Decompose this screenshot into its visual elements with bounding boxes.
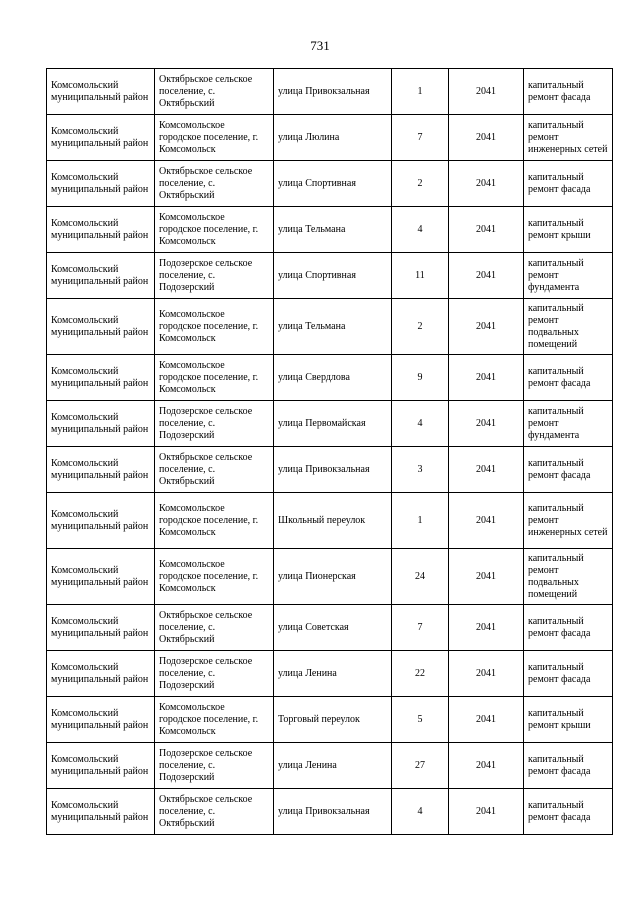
street-cell: улица Свердлова: [274, 355, 392, 401]
district-cell: Комсомольский муниципальный район: [47, 651, 155, 697]
repair-year-cell: 2041: [449, 743, 524, 789]
table-row: [47, 549, 613, 605]
settlement-cell: Комсомольское городское поселение, г. Комсомольск: [155, 549, 274, 605]
district-cell: Комсомольский муниципальный район: [47, 493, 155, 549]
repair-year-cell: 2041: [449, 253, 524, 299]
work-type-cell: капитальный ремонт фундамента: [524, 401, 613, 447]
repair-year-cell: 2041: [449, 549, 524, 605]
house-number-cell: 4: [392, 789, 449, 835]
street-cell: улица Ленина: [274, 651, 392, 697]
work-type-cell: капитальный ремонт фасада: [524, 651, 613, 697]
repair-schedule-table: [46, 68, 613, 835]
house-number-cell: 3: [392, 447, 449, 493]
district-cell: Комсомольский муниципальный район: [47, 253, 155, 299]
work-type-cell: капитальный ремонт инженерных сетей: [524, 493, 613, 549]
work-type-cell: капитальный ремонт фасада: [524, 161, 613, 207]
settlement-cell: Октябрьское сельское поселение, с. Октябрьский: [155, 447, 274, 493]
work-type-cell: капитальный ремонт фасада: [524, 355, 613, 401]
district-cell: Комсомольский муниципальный район: [47, 447, 155, 493]
house-number-cell: 1: [392, 493, 449, 549]
repair-year-cell: 2041: [449, 697, 524, 743]
table-row: [47, 651, 613, 697]
house-number-cell: 27: [392, 743, 449, 789]
table-row: [47, 605, 613, 651]
district-cell: Комсомольский муниципальный район: [47, 299, 155, 355]
repair-year-cell: 2041: [449, 299, 524, 355]
table-body: [47, 69, 613, 835]
street-cell: улица Тельмана: [274, 299, 392, 355]
settlement-cell: Комсомольское городское поселение, г. Комсомольск: [155, 493, 274, 549]
work-type-cell: капитальный ремонт фасада: [524, 69, 613, 115]
table-row: [47, 401, 613, 447]
house-number-cell: 2: [392, 161, 449, 207]
work-type-cell: капитальный ремонт подвальных помещений: [524, 549, 613, 605]
table-row: [47, 299, 613, 355]
house-number-cell: 9: [392, 355, 449, 401]
table-row: [47, 115, 613, 161]
work-type-cell: капитальный ремонт фасада: [524, 447, 613, 493]
repair-year-cell: 2041: [449, 115, 524, 161]
settlement-cell: Октябрьское сельское поселение, с. Октябрьский: [155, 789, 274, 835]
settlement-cell: Октябрьское сельское поселение, с. Октябрьский: [155, 605, 274, 651]
table-row: [47, 161, 613, 207]
house-number-cell: 7: [392, 605, 449, 651]
table-row: [47, 355, 613, 401]
street-cell: улица Пионерская: [274, 549, 392, 605]
settlement-cell: Подозерское сельское поселение, с. Подозерский: [155, 743, 274, 789]
street-cell: улица Спортивная: [274, 161, 392, 207]
settlement-cell: Комсомольское городское поселение, г. Комсомольск: [155, 697, 274, 743]
table-row: [47, 447, 613, 493]
repair-year-cell: 2041: [449, 447, 524, 493]
house-number-cell: 7: [392, 115, 449, 161]
table-row: [47, 743, 613, 789]
district-cell: Комсомольский муниципальный район: [47, 207, 155, 253]
repair-year-cell: 2041: [449, 605, 524, 651]
settlement-cell: Комсомольское городское поселение, г. Комсомольск: [155, 207, 274, 253]
street-cell: улица Тельмана: [274, 207, 392, 253]
work-type-cell: капитальный ремонт фасада: [524, 743, 613, 789]
page-number: 731: [310, 38, 330, 53]
work-type-cell: капитальный ремонт крыши: [524, 207, 613, 253]
street-cell: улица Спортивная: [274, 253, 392, 299]
work-type-cell: капитальный ремонт фасада: [524, 789, 613, 835]
street-cell: Школьный переулок: [274, 493, 392, 549]
repair-year-cell: 2041: [449, 651, 524, 697]
street-cell: улица Люлина: [274, 115, 392, 161]
settlement-cell: Комсомольское городское поселение, г. Комсомольск: [155, 299, 274, 355]
work-type-cell: капитальный ремонт фундамента: [524, 253, 613, 299]
district-cell: Комсомольский муниципальный район: [47, 401, 155, 447]
district-cell: Комсомольский муниципальный район: [47, 549, 155, 605]
district-cell: Комсомольский муниципальный район: [47, 161, 155, 207]
street-cell: улица Привокзальная: [274, 789, 392, 835]
repair-year-cell: 2041: [449, 69, 524, 115]
repair-year-cell: 2041: [449, 789, 524, 835]
street-cell: Торговый переулок: [274, 697, 392, 743]
house-number-cell: 24: [392, 549, 449, 605]
house-number-cell: 2: [392, 299, 449, 355]
district-cell: Комсомольский муниципальный район: [47, 789, 155, 835]
settlement-cell: Комсомольское городское поселение, г. Комсомольск: [155, 115, 274, 161]
settlement-cell: Подозерское сельское поселение, с. Подозерский: [155, 401, 274, 447]
table-row: [47, 697, 613, 743]
repair-year-cell: 2041: [449, 355, 524, 401]
district-cell: Комсомольский муниципальный район: [47, 605, 155, 651]
house-number-cell: 22: [392, 651, 449, 697]
settlement-cell: Октябрьское сельское поселение, с. Октябрьский: [155, 161, 274, 207]
district-cell: Комсомольский муниципальный район: [47, 697, 155, 743]
street-cell: улица Привокзальная: [274, 69, 392, 115]
settlement-cell: Подозерское сельское поселение, с. Подозерский: [155, 651, 274, 697]
work-type-cell: капитальный ремонт инженерных сетей: [524, 115, 613, 161]
settlement-cell: Комсомольское городское поселение, г. Комсомольск: [155, 355, 274, 401]
repair-year-cell: 2041: [449, 207, 524, 253]
repair-year-cell: 2041: [449, 161, 524, 207]
table-row: [47, 69, 613, 115]
district-cell: Комсомольский муниципальный район: [47, 115, 155, 161]
house-number-cell: 5: [392, 697, 449, 743]
table-row: [47, 253, 613, 299]
street-cell: улица Советская: [274, 605, 392, 651]
district-cell: Комсомольский муниципальный район: [47, 743, 155, 789]
street-cell: улица Привокзальная: [274, 447, 392, 493]
house-number-cell: 4: [392, 401, 449, 447]
district-cell: Комсомольский муниципальный район: [47, 355, 155, 401]
work-type-cell: капитальный ремонт фасада: [524, 605, 613, 651]
street-cell: улица Первомайская: [274, 401, 392, 447]
street-cell: улица Ленина: [274, 743, 392, 789]
work-type-cell: капитальный ремонт подвальных помещений: [524, 299, 613, 355]
settlement-cell: Октябрьское сельское поселение, с. Октябрьский: [155, 69, 274, 115]
work-type-cell: капитальный ремонт крыши: [524, 697, 613, 743]
house-number-cell: 1: [392, 69, 449, 115]
house-number-cell: 4: [392, 207, 449, 253]
house-number-cell: 11: [392, 253, 449, 299]
table-row: [47, 207, 613, 253]
table-row: [47, 493, 613, 549]
table-row: [47, 789, 613, 835]
district-cell: Комсомольский муниципальный район: [47, 69, 155, 115]
settlement-cell: Подозерское сельское поселение, с. Подозерский: [155, 253, 274, 299]
repair-year-cell: 2041: [449, 401, 524, 447]
repair-year-cell: 2041: [449, 493, 524, 549]
